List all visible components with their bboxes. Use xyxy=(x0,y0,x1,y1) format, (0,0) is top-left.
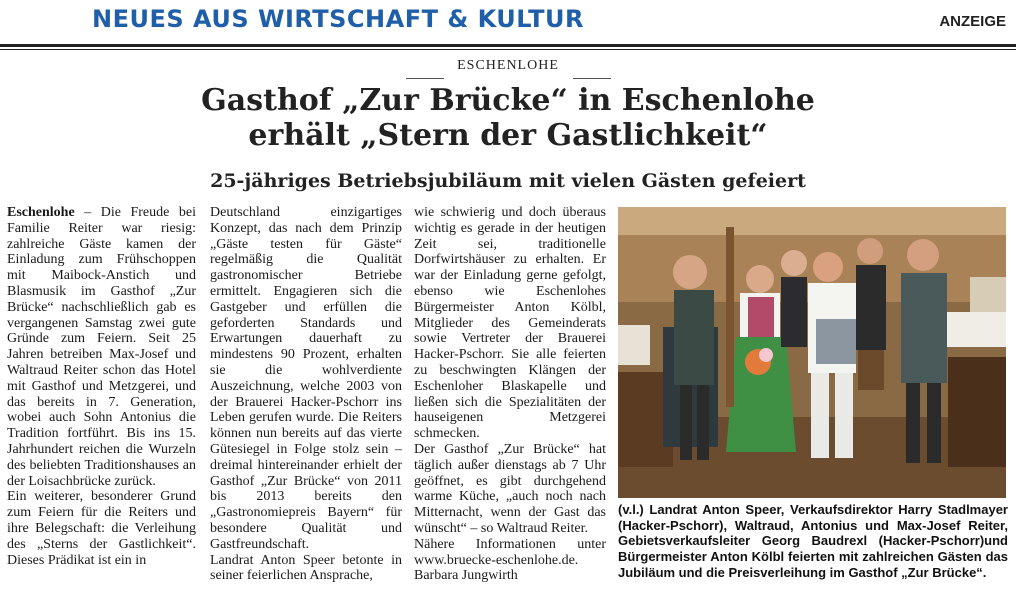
page-header xyxy=(0,0,1016,46)
article-column-2 xyxy=(210,205,402,584)
header-rule xyxy=(0,44,1016,47)
caption-text: (v.l.) Landrat Anton Speer, Verkaufsdirektor Harry Stadlmayer (Hacker-Pschorr), Waltraud, Antonius und Max-Josef Reiter, Gebietsverkaufsleiter Georg Baudrexl (Hacker-Pschorr)und Bürgermeister Anton Kölbl feierten mit zahlreichen Gästen das Jubiläum und die Preisverleihung im Gasthof „Zur Brücke“. xyxy=(618,502,1008,580)
paragraph: Landrat Anton Speer betonte in seiner feierlichen Ansprache, xyxy=(210,552,402,584)
paragraph: Nähere Informationen unter www.bruecke-eschenlohe.de. xyxy=(414,536,606,568)
group-photo-illustration xyxy=(618,207,1006,498)
paragraph-text: – Die Freude bei Familie Reiter war riesig: zahlreiche Gäste kamen der Einladung zum Frühschoppen mit Maibock-Anstich und Blasmusik im Gasthof „Zur Brücke“ nachschließlich gab es vergangenen Samstag zwei gute Gründe zum Feiern. Seit 25 Jahren betreiben Max-Josef und Waltraud Reiter schon das Hotel mit Gasthof und Metzgerei, und das bereits in 7. Generation, wobei auch Sohn Antonius die Tradition fortführt. Bis ins 15. Jahrhundert reichen die Wurzeln des beliebten Traditionshauses an der Loisachbrücke zurück. xyxy=(7,205,196,489)
article-subheadline: 25-jähriges Betriebsjubiläum mit vielen Gästen gefeiert xyxy=(210,170,806,192)
kicker-rule-left xyxy=(406,78,444,79)
article-photo xyxy=(618,207,1006,498)
article-kicker: ESCHENLOHE xyxy=(457,58,559,73)
headline-line-1: Gasthof „Zur Brücke“ in Eschenlohe xyxy=(201,83,815,118)
author: Barbara Jungwirth xyxy=(414,568,518,584)
section-title: NEUES AUS WIRTSCHAFT & KULTUR xyxy=(92,5,584,33)
paragraph xyxy=(7,205,196,489)
paragraph: Deutschland einzigartiges Konzept, das nach dem Prinzip „Gäste testen für Gäste“ regelmäßig die Qualität gastronomischer Betriebe ermittelt. Engagieren sich die Gastgeber und erfüllen die geforderten Standards und Erwartungen dauerhaft zu mindestens 90 Prozent, erhalten sie die wohlverdiente Auszeichnung, welche 2003 von der Brauerei Hacker-Pschorr ins Leben gerufen wurde. Die Reiters können nun bereits auf das vierte Gütesiegel in Folge stolz sein – dreimal hintereinander erhielt der Gasthof „Zur Brücke“ von 2011 bis 2013 bereits den „Gastronomiepreis Bayern“ für besondere Qualität und Gastfreundschaft. xyxy=(210,205,402,552)
article-headline xyxy=(0,83,1016,153)
article-column-3 xyxy=(414,205,606,584)
header-rule-thin xyxy=(0,49,1016,50)
article-column-1 xyxy=(7,205,196,568)
advertisement-label: ANZEIGE xyxy=(939,13,1006,30)
photo-caption xyxy=(618,502,1008,581)
paragraph: Ein weiterer, besonderer Grund zum Feiern für die Reiters und ihre Belegschaft: die Verleihung des „Sterns der Gastlichkeit“. Dieses Prädikat ist ein in xyxy=(7,489,196,568)
paragraph: Der Gasthof „Zur Brücke“ hat täglich außer dienstags ab 7 Uhr geöffnet, es gibt durchgehend warme Küche, „auch noch nach Mitternacht, wenn der Gast das wünscht“ – so Waltraud Reiter. xyxy=(414,441,606,536)
headline-line-2: erhält „Stern der Gastlichkeit“ xyxy=(248,118,768,153)
paragraph: wie schwierig und doch überaus wichtig es gerade in der heutigen Zeit sei, traditionelle Dorfwirtshäuser zu erhalten. Er war der Einladung gerne gefolgt, ebenso wie Eschenlohes Bürgermeister Anton Kölbl, Mitglieder des Gemeinderats sowie Vertreter der Brauerei Hacker-Pschorr. Sie alle feierten zu beschwingten Klängen der Eschenloher Blaskapelle und ließen sich die Spezialitäten der hauseigenen Metzgerei schmecken. xyxy=(414,205,606,442)
kicker-rule-right xyxy=(573,78,611,79)
dateline: Eschenlohe xyxy=(7,205,75,220)
